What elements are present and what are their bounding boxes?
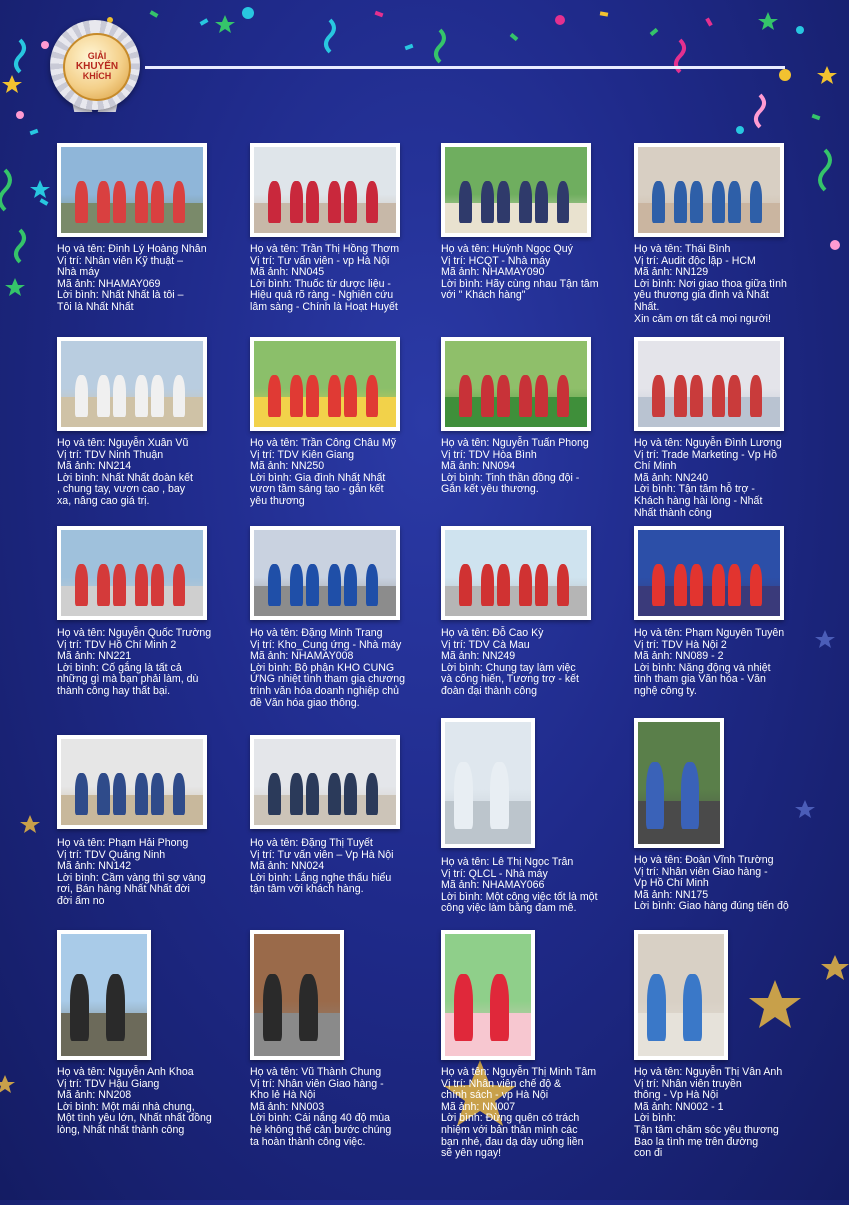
entry-photo xyxy=(57,735,207,829)
entry-comment: Lời bình: Tận tâm hỗ trợ - xyxy=(634,483,755,496)
entry-photo xyxy=(634,526,784,620)
entry-position: Vị trí: Nhân viên Giao hàng - xyxy=(250,1077,384,1090)
entry-comment-cont: nghệ công ty. xyxy=(634,684,697,697)
photo-person-figure xyxy=(135,564,148,605)
photo-person-figure xyxy=(652,564,665,605)
entry-comment-cont: yêu thương xyxy=(250,494,305,507)
entry-photo xyxy=(634,337,784,431)
photo-person-figure xyxy=(173,181,186,222)
photo-image xyxy=(638,722,720,844)
entry-comment-cont: Một tình yêu lớn, Nhất nhất đồng xyxy=(57,1112,212,1125)
entry-photo xyxy=(441,337,591,431)
entry-comment-cont: nhiệm với bản thân mình các xyxy=(441,1123,578,1136)
photo-person-figure xyxy=(135,375,148,416)
photo-person-figure xyxy=(306,181,319,222)
photo-person-figure xyxy=(557,375,570,416)
entry-caption xyxy=(441,438,601,496)
photo-person-figure xyxy=(306,375,319,416)
entry-comment-cont: ta hoàn thành công việc. xyxy=(250,1135,366,1148)
entry-photo xyxy=(250,930,344,1060)
photo-person-figure xyxy=(173,564,186,605)
photo-image xyxy=(61,147,203,233)
entry-name: Họ và tên: Nguyễn Quốc Trường xyxy=(57,627,212,639)
entry-comment: Lời bình: Năng động và nhiệt xyxy=(634,661,771,674)
entry-photo xyxy=(57,337,207,431)
photo-person-figure xyxy=(683,974,702,1041)
entry-comment-cont: với " Khách hàng" xyxy=(441,289,526,302)
photo-person-figure xyxy=(328,564,341,605)
photo-person-figure xyxy=(497,564,510,605)
entry-comment-cont: đời ấm no xyxy=(57,894,105,907)
entry-comment-cont: Xin cảm ơn tất cả mọi người! xyxy=(634,312,771,325)
photo-person-figure xyxy=(454,762,473,829)
photo-person-figure xyxy=(135,773,148,814)
photo-person-figure xyxy=(75,773,88,814)
photo-person-figure xyxy=(652,375,665,416)
entry-name: Họ và tên: Lê Thị Ngọc Trân xyxy=(441,856,574,868)
photo-person-figure xyxy=(113,564,126,605)
photo-person-figure xyxy=(366,375,379,416)
photo-person-figure xyxy=(712,181,725,222)
badge-seal xyxy=(63,33,131,101)
photo-person-figure xyxy=(135,181,148,222)
photo-person-figure xyxy=(647,974,666,1041)
entry-photo-code: Mã ảnh: NN089 - 2 xyxy=(634,650,724,663)
entry-comment-cont: bạn nhé, đau dạ dày uống liền xyxy=(441,1135,584,1148)
entry-position: Vị trí: Nhân viên Kỹ thuật – xyxy=(57,254,184,267)
entry-position-cont: Chí Minh xyxy=(634,460,677,473)
entry-name: Họ và tên: Nguyễn Thị Minh Tâm xyxy=(441,1066,597,1078)
entry-caption xyxy=(441,628,601,698)
entry-photo xyxy=(441,526,591,620)
entry-name: Họ và tên: Phạm Hải Phong xyxy=(57,837,189,849)
entry-comment: Lời bình: Giao hàng đúng tiến độ xyxy=(634,900,789,913)
photo-person-figure xyxy=(306,564,319,605)
photo-image xyxy=(638,341,780,427)
photo-person-figure xyxy=(151,181,164,222)
entry-photo-code: Mã ảnh: NN175 xyxy=(634,888,709,901)
entry-position: Vị trí: Nhân viên truyền xyxy=(634,1077,742,1090)
entry-photo xyxy=(57,526,207,620)
entry-photo-code: Mã ảnh: NN250 xyxy=(250,460,325,473)
entry-comment: Lời bình: Một công việc tốt là một xyxy=(441,890,598,903)
entry-comment-cont: lòng, Nhất nhất thành công xyxy=(57,1123,185,1136)
entry-comment-cont: Tôi là Nhất Nhất xyxy=(57,300,134,313)
photo-image xyxy=(254,530,396,616)
entry-position: Vị trí: TDV Ninh Thuận xyxy=(57,448,164,461)
entry-photo-code: Mã ảnh: NN002 - 1 xyxy=(634,1100,724,1113)
entry-comment: Lời bình: Hãy cùng nhau Tận tâm xyxy=(441,277,599,290)
photo-image xyxy=(254,934,340,1056)
photo-person-figure xyxy=(490,974,509,1041)
photo-image xyxy=(61,739,203,825)
entry-comment: Lời bình: Đừng quên có trách xyxy=(441,1112,580,1125)
entry-photo xyxy=(250,735,400,829)
entry-photo-code: Mã ảnh: NN007 xyxy=(441,1100,516,1113)
entry-caption xyxy=(634,438,794,519)
photo-person-figure xyxy=(674,375,687,416)
entry-caption xyxy=(57,438,217,508)
photo-person-figure xyxy=(268,181,281,222)
entry-photo-code: Mã ảnh: NN240 xyxy=(634,471,709,484)
entry-photo xyxy=(634,143,784,237)
entry-name: Họ và tên: Phạm Nguyên Tuyên xyxy=(634,627,785,639)
entry-comment: Lời bình: Tinh thần đồng đội - xyxy=(441,471,580,484)
entry-comment: Lời bình: Nơi giao thoa giữa tình xyxy=(634,277,787,290)
photo-person-figure xyxy=(690,375,703,416)
photo-person-figure xyxy=(519,564,532,605)
photo-person-figure xyxy=(328,181,341,222)
entry-comment-cont: tình tham gia Văn hóa - Văn xyxy=(634,673,766,686)
entry-comment-cont: đề Văn hóa giao thông. xyxy=(250,696,360,709)
photo-person-figure xyxy=(268,773,281,814)
entry-photo xyxy=(250,337,400,431)
entry-comment-cont: con đi xyxy=(634,1147,663,1160)
photo-person-figure xyxy=(113,375,126,416)
entry-position-cont: thông - Vp Hà Nội xyxy=(634,1089,719,1102)
entry-comment: Lời bình: Chung tay làm việc xyxy=(441,661,576,674)
photo-person-figure xyxy=(75,564,88,605)
entry-photo xyxy=(441,143,591,237)
photo-person-figure xyxy=(690,564,703,605)
entry-photo-code: Mã ảnh: NN129 xyxy=(634,266,709,279)
entry-photo xyxy=(441,930,535,1060)
entry-position-cont: Nhà máy xyxy=(57,266,100,279)
photo-person-figure xyxy=(481,564,494,605)
entry-caption xyxy=(57,1067,217,1137)
entry-name: Họ và tên: Trần Công Châu Mỹ xyxy=(250,437,397,449)
photo-person-figure xyxy=(173,773,186,814)
entry-caption xyxy=(57,628,217,698)
entry-comment-cont: Bao la tình mẹ trên đường xyxy=(634,1135,759,1148)
photo-image xyxy=(254,739,396,825)
entry-name: Họ và tên: Nguyễn Đình Lương xyxy=(634,437,782,449)
photo-person-figure xyxy=(674,181,687,222)
entry-photo-code: Mã ảnh: NHAMAY066 xyxy=(441,879,545,892)
photo-person-figure xyxy=(535,181,548,222)
photo-person-figure xyxy=(535,375,548,416)
photo-person-figure xyxy=(519,375,532,416)
entry-name: Họ và tên: Nguyễn Tuấn Phong xyxy=(441,437,589,449)
entry-comment-cont: Gắn kết yêu thương. xyxy=(441,483,539,496)
entry-photo-code: Mã ảnh: NN142 xyxy=(57,860,132,873)
photo-image xyxy=(445,341,587,427)
photo-person-figure xyxy=(113,773,126,814)
entry-photo xyxy=(634,930,728,1060)
entry-position: Vị trí: TDV Quảng Ninh xyxy=(57,848,166,861)
photo-person-figure xyxy=(75,375,88,416)
photo-person-figure xyxy=(344,773,357,814)
photo-person-figure xyxy=(728,375,741,416)
entry-name: Họ và tên: Đỗ Cao Kỳ xyxy=(441,627,544,639)
entry-comment-cont: Hiệu quả rõ ràng - Nghiên cứu xyxy=(250,289,394,302)
entry-comment-cont: Tận tâm chăm sóc yêu thương xyxy=(634,1123,779,1136)
entry-caption xyxy=(250,438,410,508)
photo-person-figure xyxy=(97,375,110,416)
entry-position: Vị trí: TDV Hà Nội 2 xyxy=(634,638,727,651)
photo-person-figure xyxy=(652,181,665,222)
entry-photo-code: Mã ảnh: NHAMAY090 xyxy=(441,266,545,279)
photo-image xyxy=(254,341,396,427)
photo-person-figure xyxy=(750,181,763,222)
entry-comment: Lời bình: Bộ phận KHO CUNG xyxy=(250,661,395,674)
photo-person-figure xyxy=(344,375,357,416)
photo-person-figure xyxy=(151,564,164,605)
entry-position: Vị trí: Nhân viên Giao hàng - xyxy=(634,865,768,878)
entry-position-cont: Vp Hồ Chí Minh xyxy=(634,877,709,890)
entry-position-cont: Kho lẻ Hà Nội xyxy=(250,1089,316,1102)
header-divider xyxy=(145,66,785,69)
photo-person-figure xyxy=(97,181,110,222)
photo-person-figure xyxy=(97,773,110,814)
entry-comment-cont: sẽ yên ngay! xyxy=(441,1147,502,1160)
entry-comment: Lời bình: Thuốc từ dược liệu - xyxy=(250,277,391,290)
entry-position: Vị trí: TDV Kiên Giang xyxy=(250,448,355,461)
entry-name: Họ và tên: Vũ Thành Chung xyxy=(250,1066,382,1078)
photo-person-figure xyxy=(712,564,725,605)
photo-person-figure xyxy=(366,564,379,605)
entry-comment: Lời bình: Cầm vàng thì sợ vàng xyxy=(57,871,206,884)
photo-person-figure xyxy=(728,564,741,605)
entry-comment: Lời bình: Cố gắng là tất cả xyxy=(57,661,182,674)
entry-name: Họ và tên: Huỳnh Ngọc Quý xyxy=(441,243,573,255)
photo-person-figure xyxy=(263,974,282,1041)
entry-photo xyxy=(250,526,400,620)
entry-comment-cont: những gì mà bạn phải làm, dù xyxy=(57,673,199,686)
entry-position: Vị trí: TDV Hòa Bình xyxy=(441,448,537,461)
photo-image xyxy=(445,147,587,233)
photo-person-figure xyxy=(306,773,319,814)
award-badge xyxy=(50,20,140,110)
entry-comment: Lời bình: Một mái nhà chung, xyxy=(57,1100,195,1113)
entry-comment-cont: hè không thể cản bước chúng xyxy=(250,1123,392,1136)
entry-comment-cont: yêu thương gia đình và Nhất Nhất. xyxy=(634,289,769,313)
entry-photo-code: Mã ảnh: NN003 xyxy=(250,1100,325,1113)
entry-name: Họ và tên: Đặng Minh Trang xyxy=(250,627,383,639)
photo-person-figure xyxy=(366,181,379,222)
photo-person-figure xyxy=(454,974,473,1041)
entry-comment-cont: xa, nâng cao giá trị. xyxy=(57,494,150,507)
photo-person-figure xyxy=(490,762,509,829)
entry-name: Họ và tên: Thái Bình xyxy=(634,243,731,255)
photo-person-figure xyxy=(290,773,303,814)
entry-position-cont: chính sách - vp Hà Nội xyxy=(441,1089,549,1102)
entry-photo-code: Mã ảnh: NN024 xyxy=(250,860,325,873)
entry-caption xyxy=(634,244,794,325)
photo-person-figure xyxy=(299,974,318,1041)
photo-person-figure xyxy=(557,181,570,222)
photo-person-figure xyxy=(535,564,548,605)
entry-photo xyxy=(250,143,400,237)
badge-line-3: KHÍCH xyxy=(82,71,112,82)
entry-name: Họ và tên: Đoàn Vĩnh Trường xyxy=(634,854,774,866)
entry-comment: Lời bình: Nhất Nhất là tôi – xyxy=(57,289,184,302)
badge-line-2: KHUYẾN xyxy=(75,60,119,72)
photo-person-figure xyxy=(728,181,741,222)
entry-comment: Lời bình: Lắng nghe thấu hiểu xyxy=(250,871,392,884)
photo-person-figure xyxy=(70,974,89,1041)
photo-image xyxy=(61,341,203,427)
entry-comment: Lời bình: xyxy=(634,1112,676,1125)
photo-person-figure xyxy=(519,181,532,222)
entry-position: Vị trí: TDV Hồ Chí Minh 2 xyxy=(57,638,177,651)
photo-person-figure xyxy=(97,564,110,605)
photo-person-figure xyxy=(459,181,472,222)
photo-person-figure xyxy=(328,375,341,416)
entry-name: Họ và tên: Trần Thị Hồng Thơm xyxy=(250,243,400,255)
entry-caption xyxy=(250,244,410,314)
photo-person-figure xyxy=(690,181,703,222)
photo-image xyxy=(638,147,780,233)
entry-photo xyxy=(57,930,151,1060)
entry-caption xyxy=(634,628,794,698)
entry-photo-code: Mã ảnh: NHAMAY008 xyxy=(250,650,354,663)
photo-person-figure xyxy=(459,564,472,605)
entry-comment-cont: và cống hiến, Tương trợ - kết xyxy=(441,673,579,686)
photo-person-figure xyxy=(290,564,303,605)
entry-comment-cont: tận tâm với khách hàng. xyxy=(250,883,364,896)
entry-comment-cont: Khách hàng hài lòng - Nhất xyxy=(634,494,763,507)
entry-name: Họ và tên: Nguyễn Thị Vân Anh xyxy=(634,1066,783,1078)
photo-person-figure xyxy=(344,564,357,605)
photo-person-figure xyxy=(750,564,763,605)
entry-position: Vị trí: Kho_Cung ứng - Nhà máy xyxy=(250,638,402,651)
entry-photo xyxy=(634,718,724,848)
photo-person-figure xyxy=(106,974,125,1041)
entry-caption xyxy=(634,855,794,913)
photo-image xyxy=(445,934,531,1056)
photo-image xyxy=(638,530,780,616)
photo-image xyxy=(445,530,587,616)
photo-person-figure xyxy=(459,375,472,416)
entry-name: Họ và tên: Đinh Lý Hoàng Nhân xyxy=(57,243,207,255)
entry-comment-cont: công việc làm bằng đam mê. xyxy=(441,902,577,915)
photo-person-figure xyxy=(75,181,88,222)
entry-position: Vị trí: Tư vấn viên – Vp Hà Nội xyxy=(250,848,394,861)
entry-comment-cont: Nhất thành công xyxy=(634,506,712,519)
badge-line-1: GIẢI xyxy=(87,51,107,62)
entry-caption xyxy=(57,838,217,908)
entry-caption xyxy=(441,244,601,302)
entry-comment: Lời bình: Gia đình Nhất Nhất xyxy=(250,471,386,484)
photo-person-figure xyxy=(344,181,357,222)
entry-comment-cont: lâm sàng - Chính là Hoạt Huyết xyxy=(250,300,398,313)
photo-person-figure xyxy=(366,773,379,814)
photo-image xyxy=(445,722,531,844)
entry-caption xyxy=(250,628,410,709)
photo-person-figure xyxy=(497,375,510,416)
entry-position: Vị trí: QLCL - Nhà máy xyxy=(441,867,548,880)
photo-person-figure xyxy=(268,375,281,416)
entry-comment: Lời bình: Nhất Nhất đoàn kết xyxy=(57,471,193,484)
photo-person-figure xyxy=(328,773,341,814)
photo-person-figure xyxy=(646,762,664,829)
photo-person-figure xyxy=(173,375,186,416)
photo-image xyxy=(638,934,724,1056)
entry-photo-code: Mã ảnh: NN221 xyxy=(57,650,132,663)
photo-person-figure xyxy=(290,375,303,416)
photo-person-figure xyxy=(712,375,725,416)
photo-image xyxy=(61,530,203,616)
entry-caption xyxy=(250,838,410,896)
entry-photo-code: Mã ảnh: NN094 xyxy=(441,460,516,473)
entry-photo xyxy=(441,718,535,848)
entry-position: Vị trí: Nhân viên chế độ & xyxy=(441,1077,562,1090)
photo-person-figure xyxy=(497,181,510,222)
photo-person-figure xyxy=(750,375,763,416)
entry-position: Vị trí: Trade Marketing - Vp Hồ xyxy=(634,448,778,461)
entry-photo xyxy=(57,143,207,237)
entry-caption xyxy=(441,1067,601,1160)
entry-name: Họ và tên: Đặng Thị Tuyết xyxy=(250,837,373,849)
photo-person-figure xyxy=(481,181,494,222)
entry-caption xyxy=(57,244,217,314)
entry-photo-code: Mã ảnh: NHAMAY069 xyxy=(57,277,161,290)
entry-comment-cont: đoàn đại thành công xyxy=(441,684,538,697)
photo-image xyxy=(61,934,147,1056)
photo-person-figure xyxy=(481,375,494,416)
entry-position: Vị trí: TDV Hậu Giang xyxy=(57,1077,160,1090)
photo-person-figure xyxy=(113,181,126,222)
photo-image xyxy=(254,147,396,233)
entry-position: Vị trí: Audit độc lập - HCM xyxy=(634,254,756,267)
photo-person-figure xyxy=(290,181,303,222)
entry-caption xyxy=(634,1067,794,1160)
entry-comment: Lời bình: Cái nắng 40 độ mùa xyxy=(250,1112,391,1125)
entry-position: Vị trí: TDV Cà Mau xyxy=(441,638,530,651)
entry-comment-cont: thành công hay thất bại. xyxy=(57,684,171,697)
photo-person-figure xyxy=(151,773,164,814)
entry-comment-cont: rơi, Bán hàng Nhất Nhất đời xyxy=(57,883,190,896)
photo-person-figure xyxy=(674,564,687,605)
entry-name: Họ và tên: Nguyễn Xuân Vũ xyxy=(57,437,189,449)
entry-caption xyxy=(250,1067,410,1148)
entry-photo-code: Mã ảnh: NN249 xyxy=(441,650,516,663)
entry-photo-code: Mã ảnh: NN045 xyxy=(250,266,325,279)
photo-person-figure xyxy=(681,762,699,829)
entry-photo-code: Mã ảnh: NN214 xyxy=(57,460,132,473)
photo-person-figure xyxy=(151,375,164,416)
entry-comment-cont: ỨNG nhiệt tình tham gia chương xyxy=(250,673,405,686)
entry-position: Vị trí: Tư vấn viên - vp Hà Nội xyxy=(250,254,390,267)
entry-comment-cont: vươn tầm sáng tạo - gắn kết xyxy=(250,483,384,496)
entry-photo-code: Mã ảnh: NN208 xyxy=(57,1089,132,1102)
entry-name: Họ và tên: Nguyễn Anh Khoa xyxy=(57,1066,194,1078)
entry-comment-cont: , chung tay, vươn cao , bay xyxy=(57,483,186,496)
entry-position: Vị trí: HCQT - Nhà máy xyxy=(441,254,551,267)
entry-comment-cont: trình văn hóa doanh nghiệp chủ xyxy=(250,684,400,697)
photo-person-figure xyxy=(268,564,281,605)
entry-caption xyxy=(441,857,601,915)
photo-person-figure xyxy=(557,564,570,605)
